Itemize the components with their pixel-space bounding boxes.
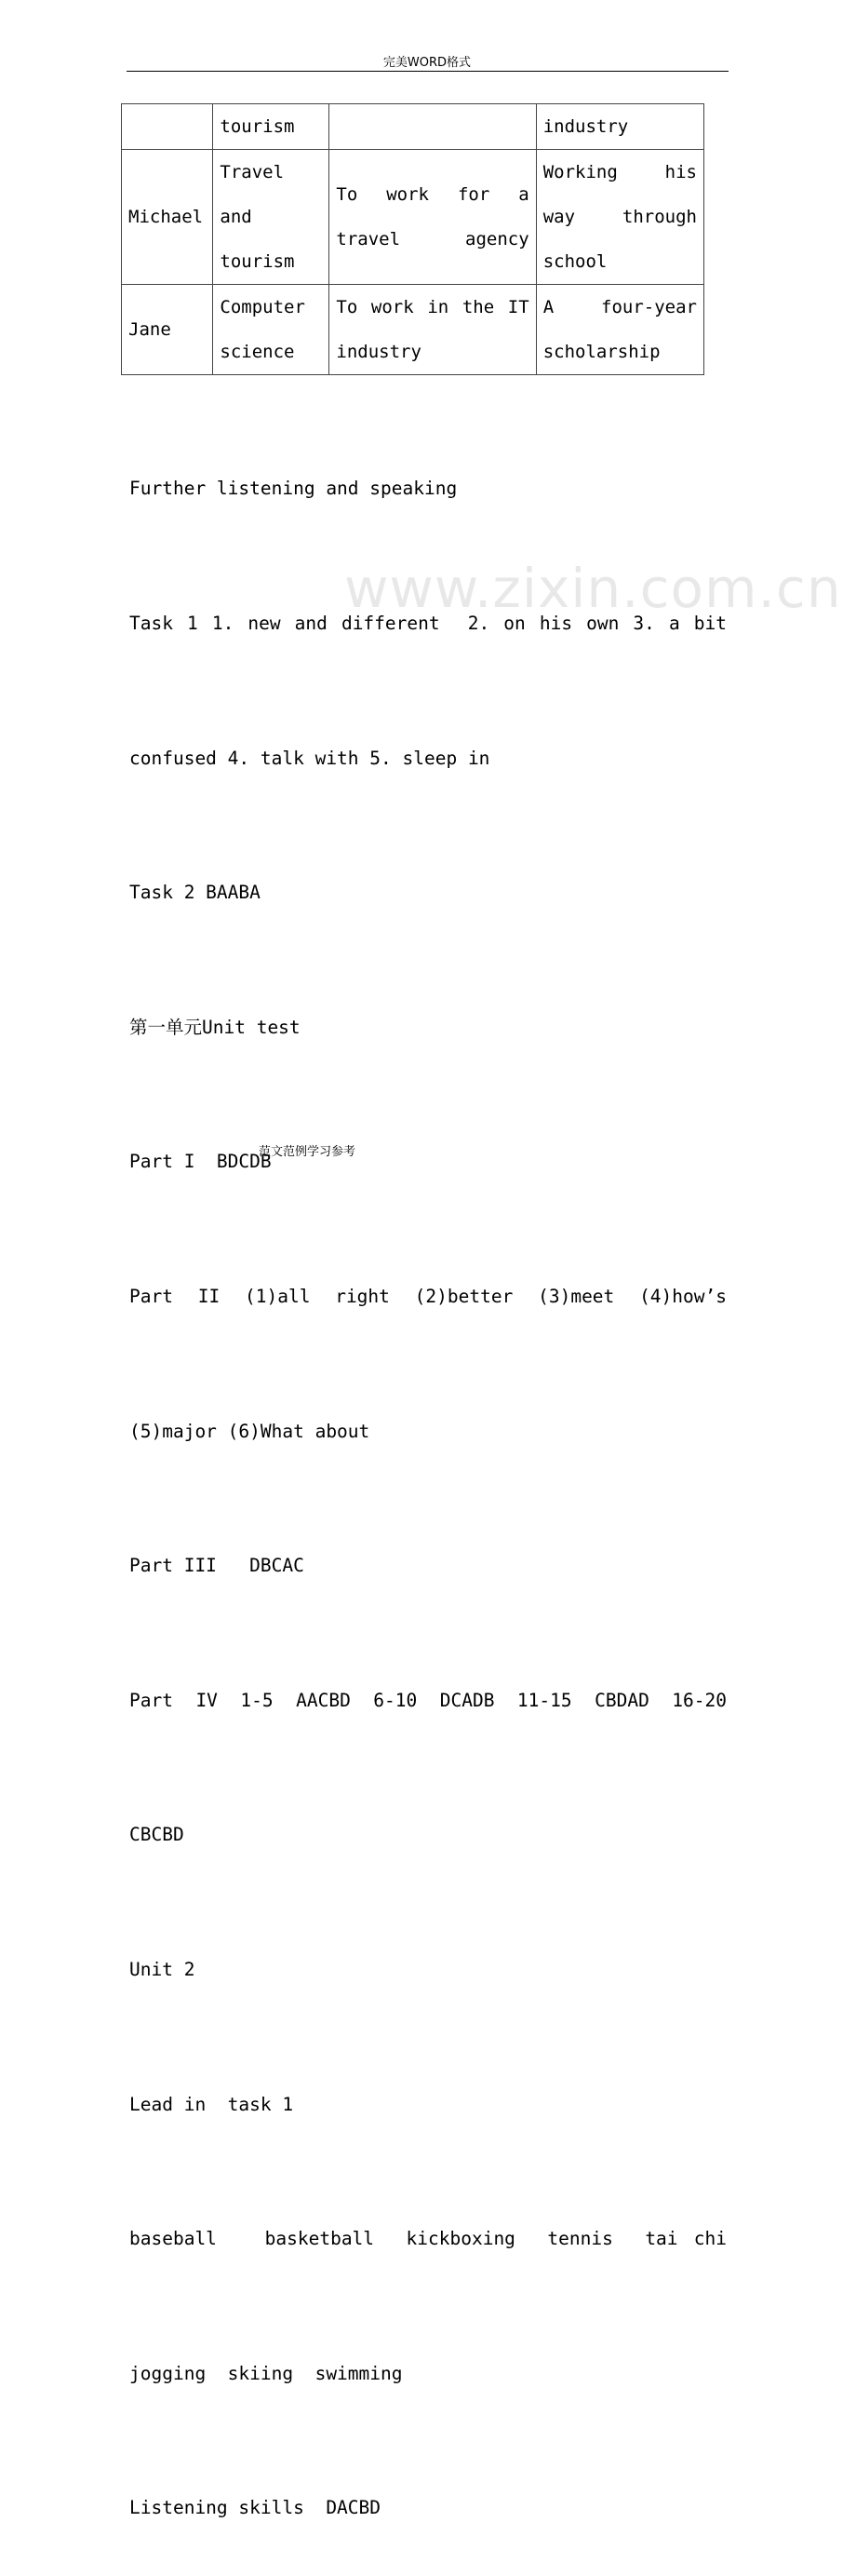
section-heading: Further listening and speaking	[129, 478, 458, 500]
section-heading: Unit 2	[129, 1958, 195, 1980]
page-footer: 范文范例学习参考	[259, 1145, 356, 1159]
table-cell: A four-year scholarship	[536, 285, 703, 375]
answer-line: Lead in task 1	[129, 2093, 294, 2115]
answer-line: (5)major (6)What about	[129, 1420, 370, 1442]
table-cell: Working his way through school	[536, 150, 703, 285]
header-rule	[127, 71, 729, 72]
answer-line: Task 1 1. new and different 2. on his own 3. a bit	[129, 613, 727, 634]
table-cell: Computer science	[213, 285, 329, 375]
answer-line: jogging skiing swimming	[129, 2362, 403, 2384]
answer-line: Part II (1)all right (2)better (3)meet (4)how’s	[129, 1285, 727, 1307]
answer-line: Part IV 1-5 AACBD 6-10 DCADB 11-15 CBDAD 16-20	[129, 1689, 727, 1711]
answer-line: Part I BDCDB	[129, 1151, 272, 1173]
page-header: 完美WORD格式	[382, 56, 472, 70]
answer-line: Task 2 BAABA	[129, 882, 261, 904]
table-row	[122, 104, 704, 150]
table-cell	[329, 104, 536, 150]
watermark: www.zixin.com.cn	[344, 557, 842, 620]
table-cell: To work for a travel agency	[329, 150, 536, 285]
answer-line: baseball basketball kickboxing tennis tai chi	[129, 2228, 727, 2250]
section-heading: 第一单元Unit test	[129, 1016, 301, 1038]
table-row	[122, 150, 704, 285]
table-cell: Jane	[122, 285, 213, 375]
table-cell: To work in the IT industry	[329, 285, 536, 375]
answer-line: Part III DBCAC	[129, 1555, 304, 1577]
answer-body	[129, 377, 727, 2576]
table-row	[122, 285, 704, 375]
table-cell	[122, 104, 213, 150]
answer-line: Listening skills DACBD	[129, 2497, 381, 2519]
answer-line: confused 4. talk with 5. sleep in	[129, 747, 490, 769]
table-cell: Travel and tourism	[213, 150, 329, 285]
table-cell: industry	[536, 104, 703, 150]
table-cell: tourism	[213, 104, 329, 150]
table-cell: Michael	[122, 150, 213, 285]
answer-line: CBCBD	[129, 1824, 184, 1846]
answer-table	[121, 103, 704, 375]
